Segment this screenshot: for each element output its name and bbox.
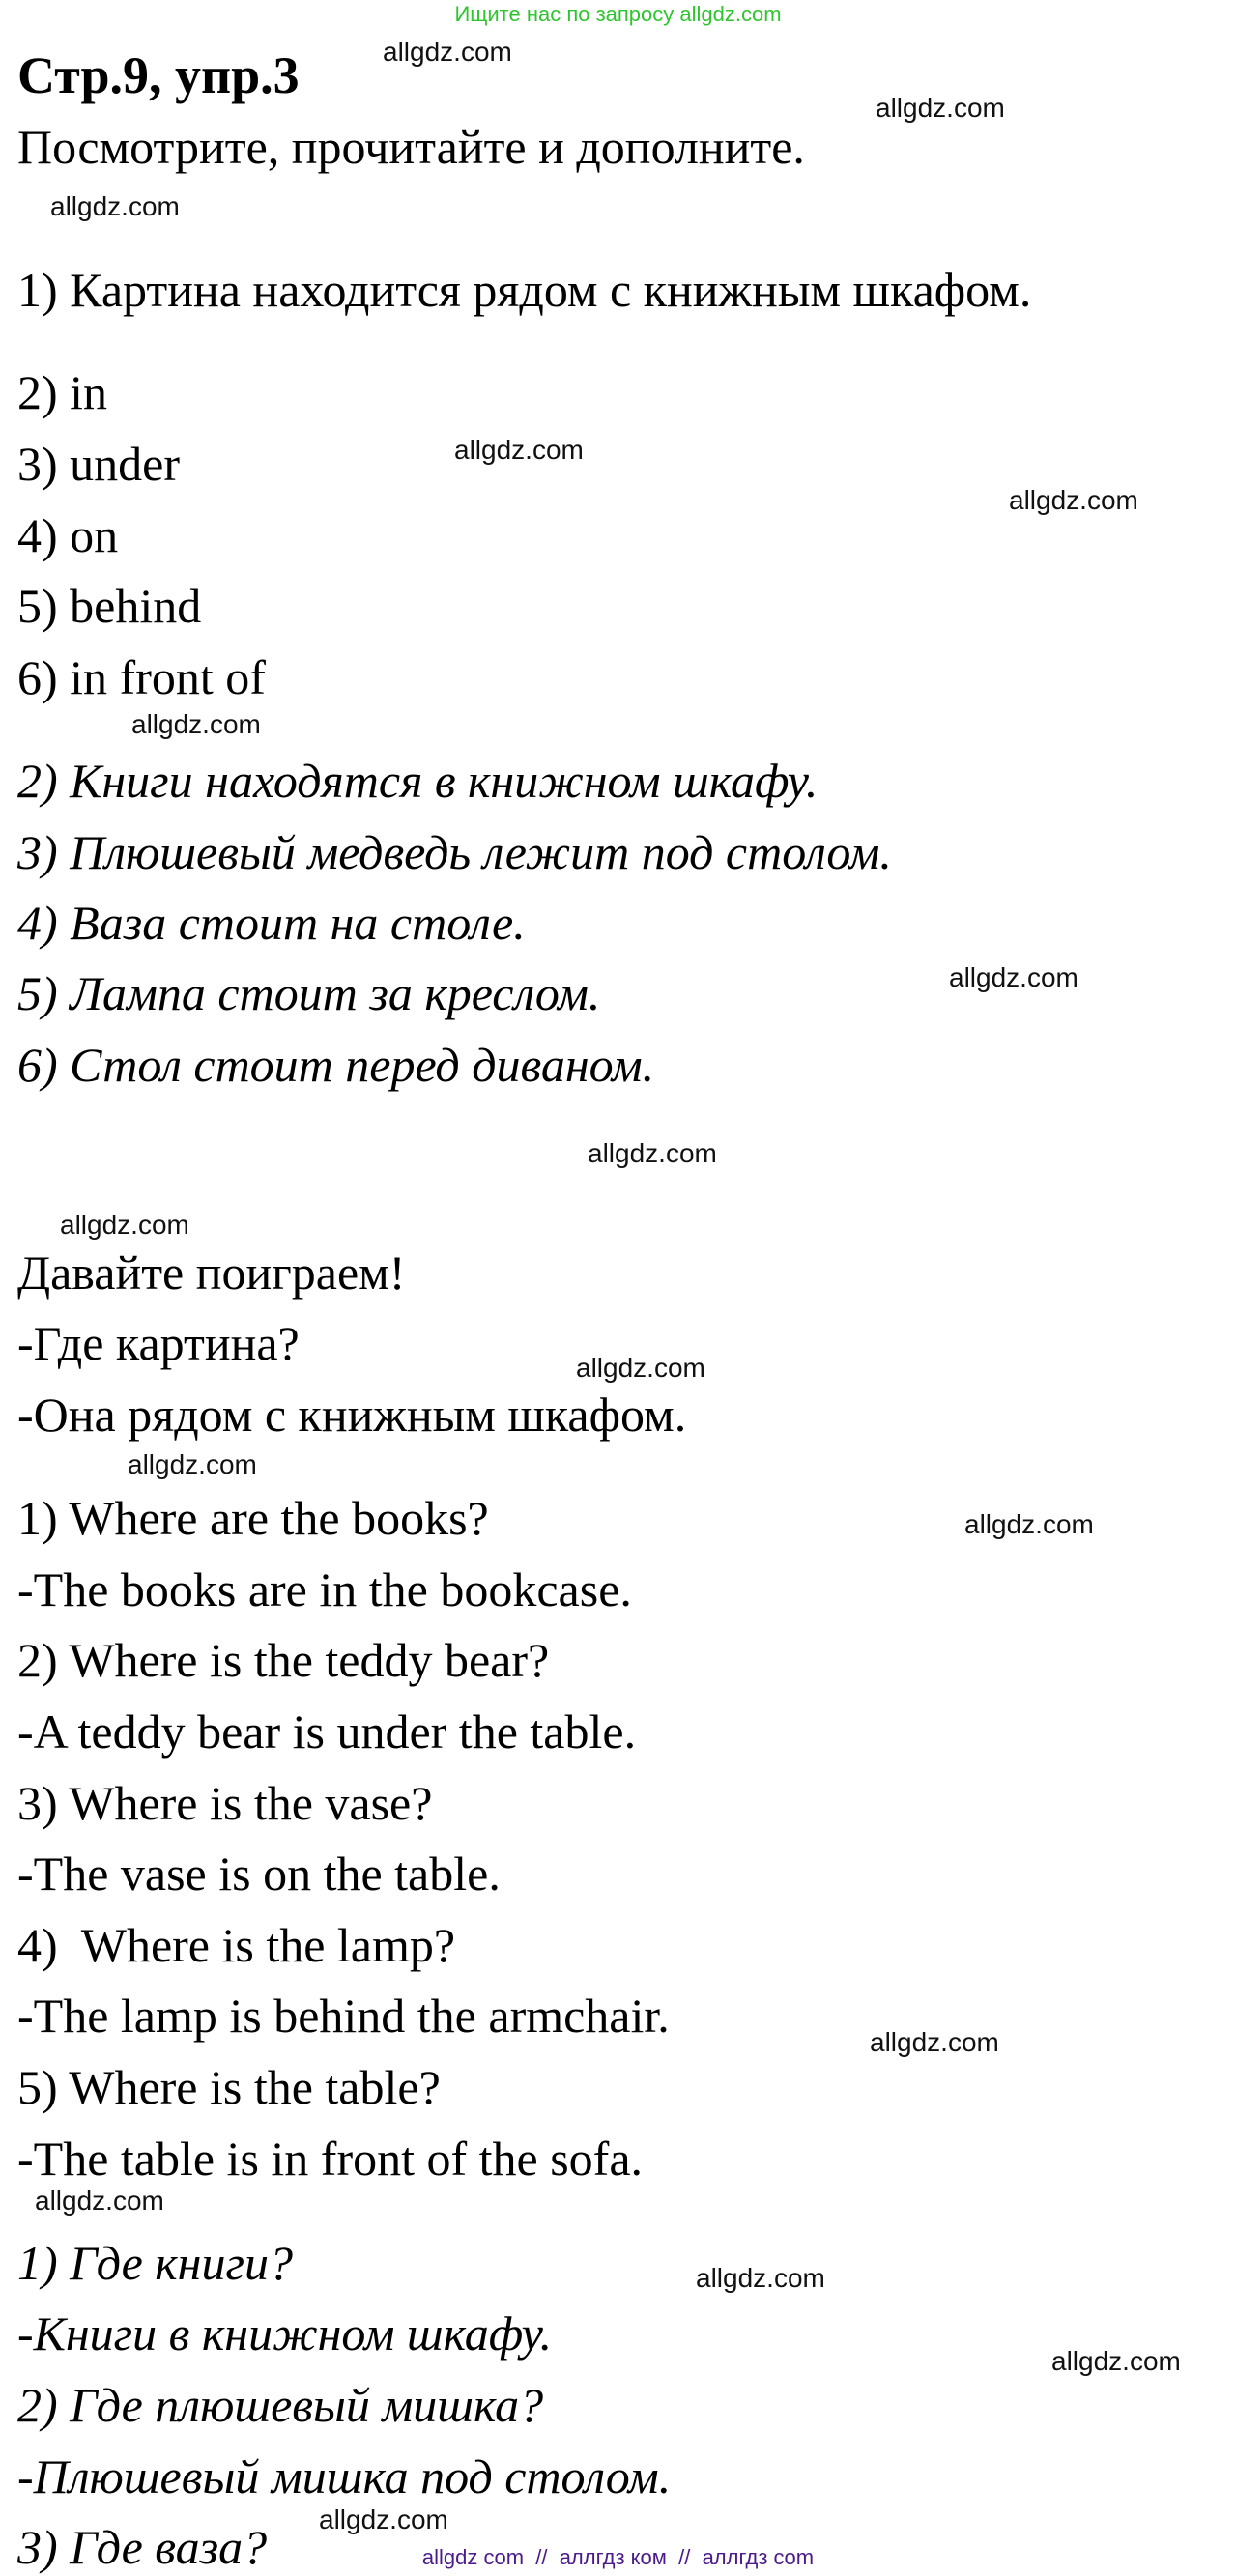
- ru-dialog-line: -Книги в книжном шкафу.: [17, 2306, 553, 2361]
- answer-item: 4) on: [17, 508, 119, 562]
- ru-dialog-line: 3) Где ваза?: [17, 2520, 268, 2574]
- dialog-line: -The table is in front of the sofa.: [17, 2132, 644, 2186]
- answer-item: 5) behind: [17, 579, 202, 633]
- watermark: allgdz.com: [588, 1138, 717, 1168]
- answer-item: 2) in: [17, 365, 108, 419]
- answer-item: 3) under: [17, 437, 180, 491]
- translation-item: 2) Книги находятся в книжном шкафу.: [17, 754, 819, 808]
- ru-dialog-line: -Плюшевый мишка под столом.: [17, 2449, 672, 2504]
- sentence-1: 1) Картина находится рядом с книжным шкафом.: [17, 263, 1032, 317]
- search-banner: Ищите нас по запросу allgdz.com: [454, 2, 782, 26]
- dialog-line: 3) Where is the vase?: [17, 1776, 433, 1830]
- watermark: allgdz.com: [1051, 2346, 1181, 2376]
- dialog-line: 4) Where is the lamp?: [17, 1918, 456, 1972]
- translation-item: 4) Ваза стоит на столе.: [17, 896, 526, 950]
- watermark: allgdz.com: [696, 2263, 825, 2293]
- watermark: allgdz.com: [870, 2027, 999, 2057]
- watermark: allgdz.com: [131, 709, 261, 739]
- answer-item: 6) in front of: [17, 650, 266, 704]
- dialog-line: -The books are in the bookcase.: [17, 1562, 632, 1617]
- watermark: allgdz.com: [319, 2504, 448, 2534]
- ru-dialog-line: 2) Где плюшевый мишка?: [17, 2378, 544, 2432]
- watermark: allgdz.com: [454, 435, 584, 465]
- watermark: allgdz.com: [576, 1353, 705, 1383]
- example-line: -Где картина?: [17, 1316, 300, 1370]
- page-title: Стр.9, упр.3: [17, 46, 300, 104]
- dialog-line: 2) Where is the teddy bear?: [17, 1633, 550, 1687]
- ru-dialog-line: 1) Где книги?: [17, 2236, 293, 2290]
- watermark: allgdz.com: [35, 2186, 164, 2216]
- translation-item: 3) Плюшевый медведь лежит под столом.: [17, 825, 892, 879]
- footer-links: allgdz com // аллгдз ком // аллгдз com: [421, 2545, 815, 2569]
- watermark: allgdz.com: [60, 1210, 189, 1240]
- watermark: allgdz.com: [50, 191, 180, 221]
- dialog-line: -A teddy bear is under the table.: [17, 1704, 637, 1759]
- instruction: Посмотрите, прочитайте и дополните.: [17, 120, 805, 174]
- watermark: allgdz.com: [949, 962, 1078, 992]
- watermark: allgdz.com: [1009, 485, 1138, 515]
- watermark: allgdz.com: [876, 93, 1005, 123]
- watermark: allgdz.com: [964, 1509, 1094, 1539]
- example-line: -Она рядом с книжным шкафом.: [17, 1388, 687, 1442]
- translation-item: 5) Лампа стоит за креслом.: [17, 966, 601, 1020]
- watermark: allgdz.com: [128, 1449, 257, 1479]
- dialog-line: 1) Where are the books?: [17, 1491, 489, 1545]
- section-heading: Давайте поиграем!: [17, 1245, 406, 1300]
- translation-item: 6) Стол стоит перед диваном.: [17, 1038, 655, 1092]
- dialog-line: 5) Where is the table?: [17, 2060, 441, 2114]
- watermark: allgdz.com: [383, 37, 512, 67]
- dialog-line: -The vase is on the table.: [17, 1846, 501, 1901]
- dialog-line: -The lamp is behind the armchair.: [17, 1989, 670, 2043]
